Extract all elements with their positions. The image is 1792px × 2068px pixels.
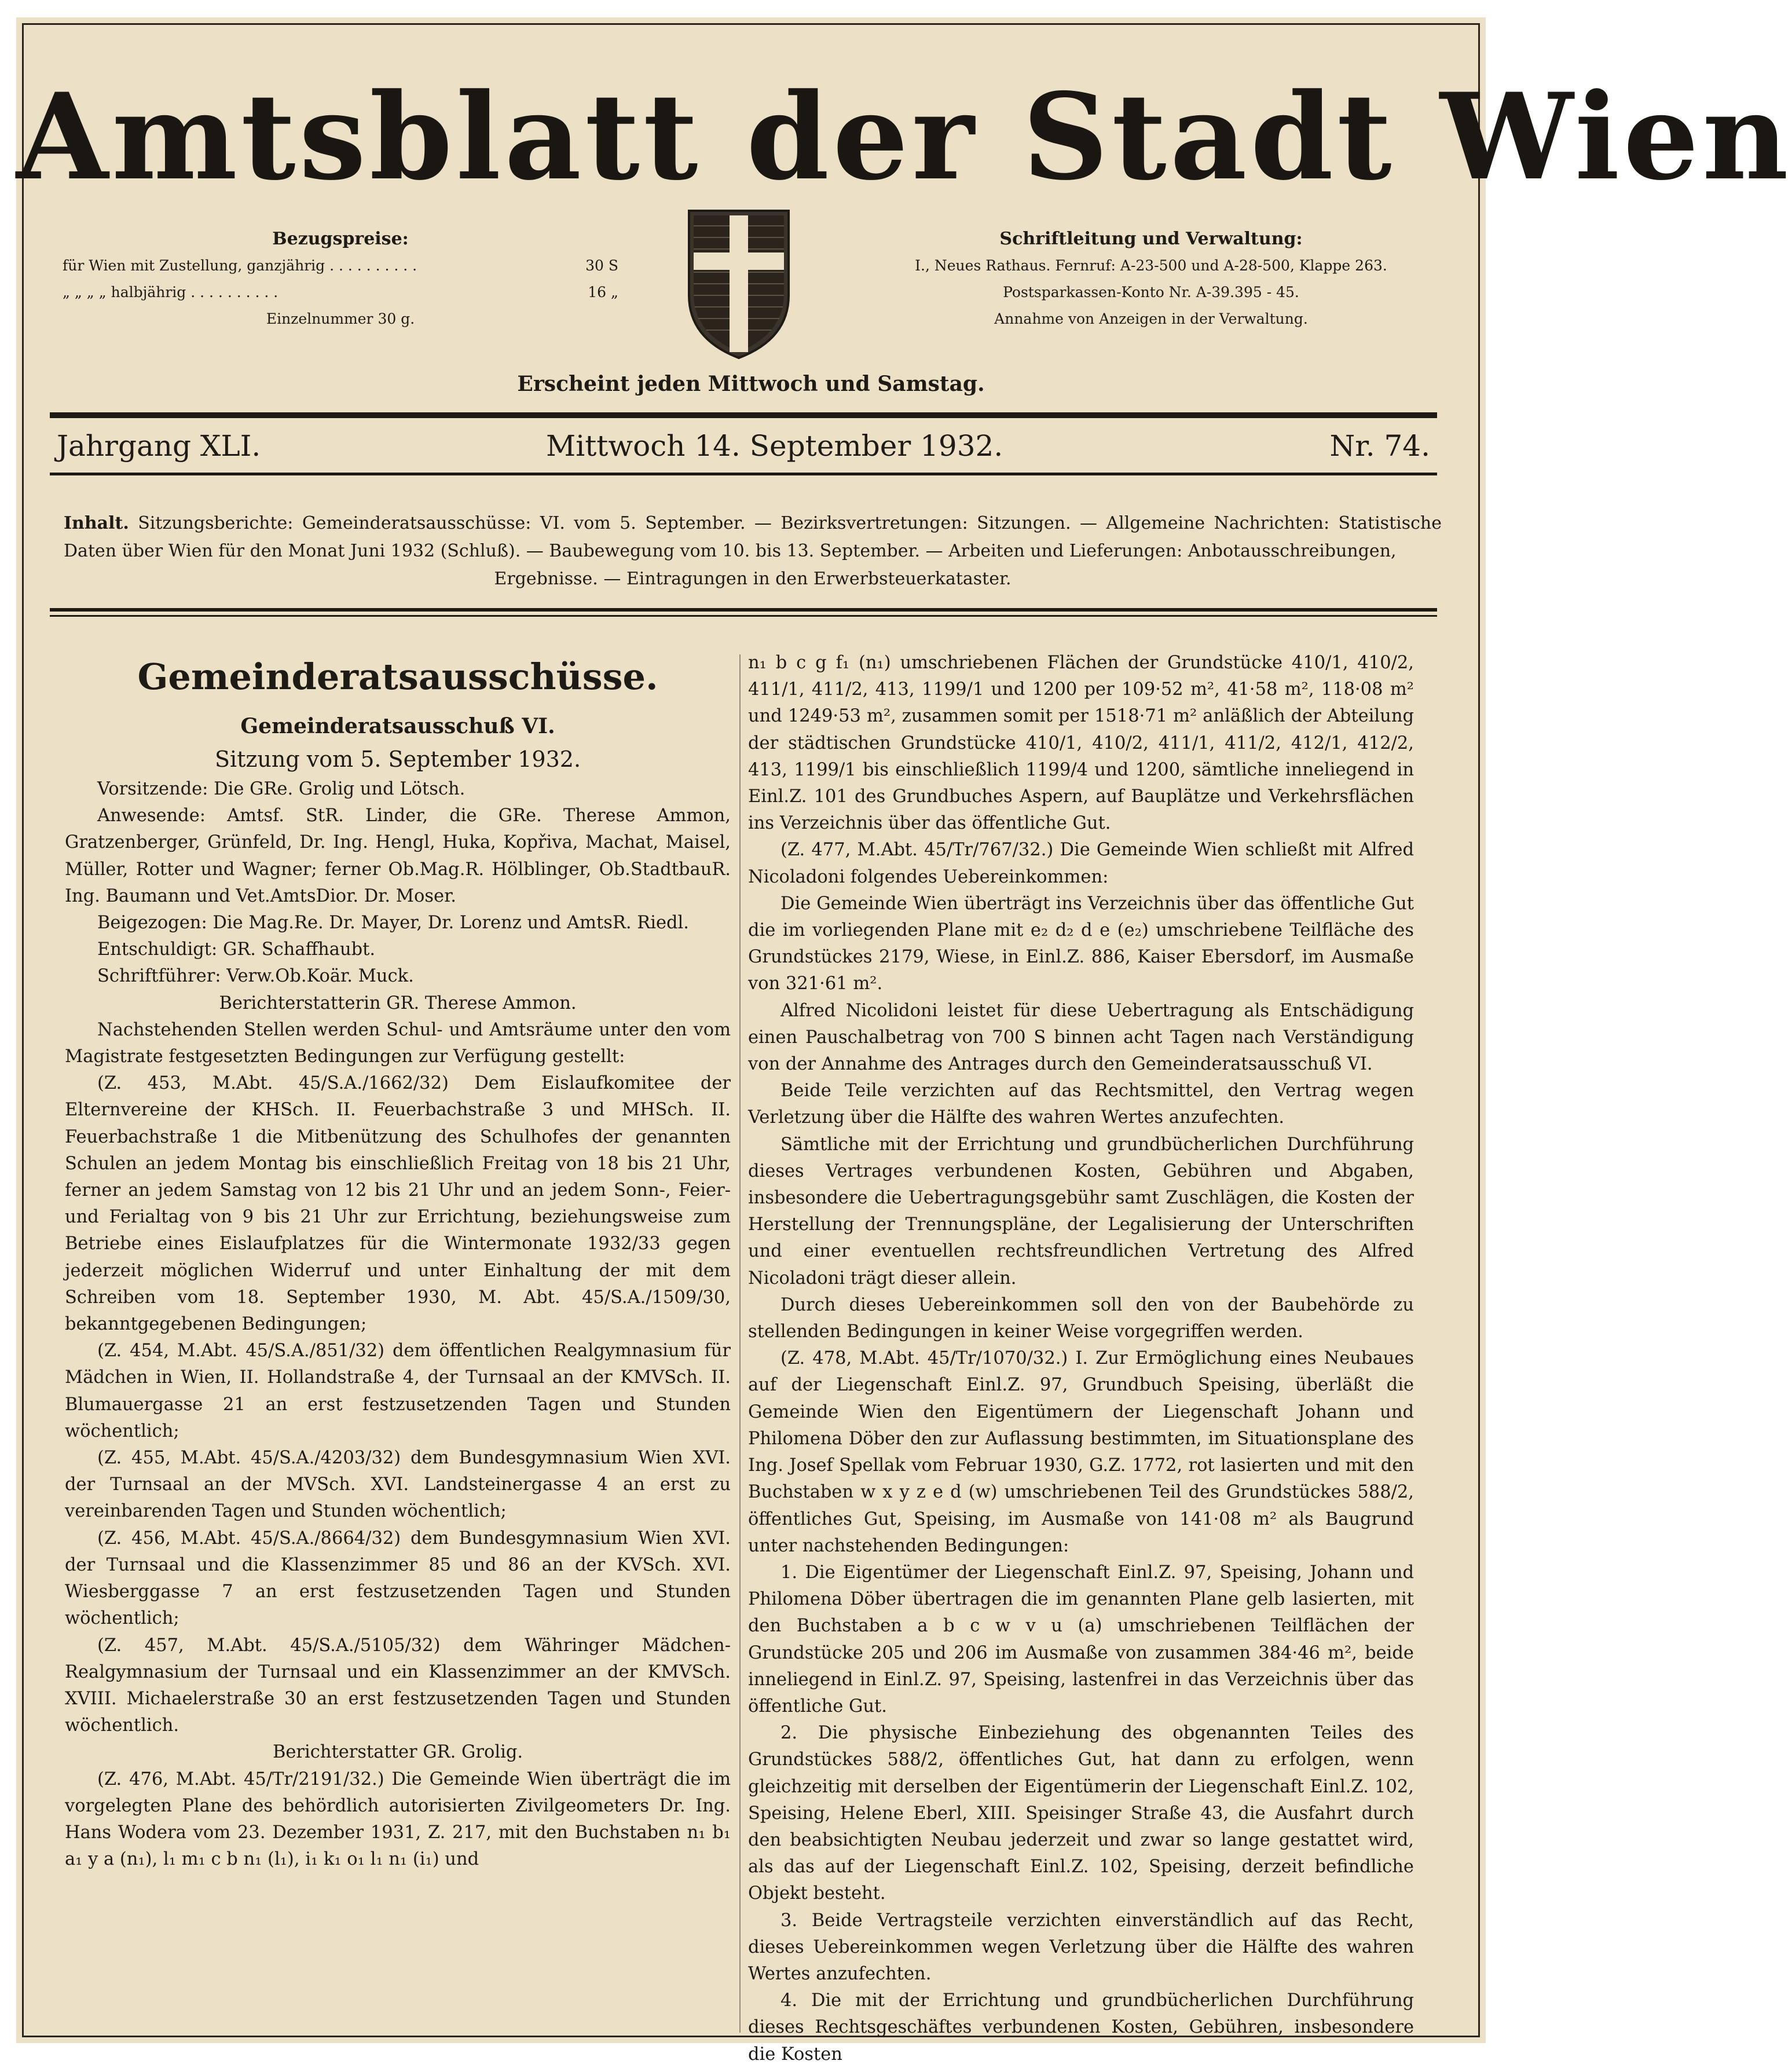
paragraph: 2. Die physische Einbeziehung des obgenannten Teiles des Grundstückes 588/2, öffentliches Gut, hat dann zu erfolgen, wenn gleichzeitig mit derselben der Eigentümerin der Liegenschaft Einl.Z. 102, Speising, Helene Eberl, XIII. Speisinger Straße 43, die Ausfahrt durch den beabsichtigten Neubau jederzeit und zwar so lange gestattet wird, als das auf der Liegenschaft Einl.Z. 102, Speising, derzeit befindliche Objekt besteht. (748, 1723, 1414, 1904)
issue-number: Nr. 74. (1329, 429, 1430, 463)
paragraph: (Z. 457, M.Abt. 45/S.A./5105/32) dem Währinger Mädchen-Realgymnasium der Turnsaal und ein Klassenzimmer an der KMVSch. XVIII. Michaelerstraße 30 an erst festzusetzenden Tagen und Stunden wöchentlich. (65, 1635, 731, 1736)
subscription-prices (63, 226, 618, 332)
issue-volume: Jahrgang XLI. (57, 429, 261, 463)
paragraph: Entschuldigt: GR. Schaffhaubt. (97, 939, 376, 960)
rapporteur-heading: Berichterstatter GR. Grolig. (272, 1742, 523, 1763)
contents-text: Sitzungsberichte: Gemeinderatsausschüsse: VI. vom 5. September. — Bezirksvertretungen: Sitzungen. — Allgemeine Nachrichten: Statistische Daten über Wien für den Monat Juni 1932 (Schluß). — Baubewegung vom 10. bis 13. September. — Arbeiten und Lieferungen: Anbotausschreibungen, (64, 513, 1442, 561)
paragraph: Anwesende: Amtsf. StR. Linder, die GRe. Therese Ammon, Gratzenberger, Grünfeld, Dr. Ing. Hengl, Huka, Kopřiva, Machat, Maisel, Müller, Rotter und Wagner; ferner Ob.Mag.R. Hölblinger, Ob.StadtbauR. Ing. Baumann und Vet.AmtsDior. Dr. Moser. (65, 806, 731, 906)
left-column (65, 650, 731, 1873)
paragraph: Vorsitzende: Die GRe. Grolig und Lötsch. (97, 779, 466, 799)
contents-label: Inhalt. (64, 513, 129, 533)
paragraph: (Z. 476, M.Abt. 45/Tr/2191/32.) Die Gemeinde Wien überträgt die im vorgelegten Plane des behördlich autorisierten Zivilgeometers Dr. Ing. Hans Wodera vom 23. Dezember 1931, Z. 217, mit den Buchstaben n₁ b₁ a₁ y a (n₁), l₁ m₁ c b n₁ (l₁), i₁ k₁ o₁ l₁ n₁ (i₁) und (65, 1769, 731, 1870)
paragraph: (Z. 455, M.Abt. 45/S.A./4203/32) dem Bundesgymnasium Wien XVI. der Turnsaal an der MVSch. XVI. Landsteinergasse 4 an erst zu vereinbarenden Tagen und Stunden wöchentlich; (65, 1448, 731, 1522)
paragraph: 3. Beide Vertragsteile verzichten einverständlich auf das Recht, dieses Uebereinkommen wegen Verletzung über die Hälfte des wahren Wertes anzufechten. (748, 1910, 1414, 1984)
editorial-line: Postsparkassen-Konto Nr. A-39.395 - 45. (1003, 284, 1299, 301)
paragraph: (Z. 453, M.Abt. 45/S.A./1662/32) Dem Eislaufkomitee der Elternvereine der KHSch. II. Feuerbachstraße 3 und MHSch. II. Feuerbachstraße 1 die Mitbenützung des Schulhofes der genannten Schulen an jedem Montag bis einschließlich Freitag von 18 bis 21 Uhr, ferner an jedem Samstag von 12 bis 21 Uhr und an jedem Sonn-, Feier- und Ferialtag von 9 bis 21 Uhr zur Errichtung, beziehungsweise zum Betriebe eines Eislaufplatzes für die Wintermonate 1932/33 gegen jederzeit möglichen Widerruf und unter Einhaltung der mit dem Schreiben vom 18. September 1930, M. Abt. 45/S.A./1509/30, bekanntgegebenen Bedingungen; (65, 1073, 731, 1335)
paragraph: Sämtliche mit der Errichtung und grundbücherlichen Durchführung dieses Vertrages verbundenen Kosten, Gebühren und Abgaben, insbesondere die Uebertragungsgebühr samt Zuschlägen, die Kosten der Herstellung der Trennungspläne, der Legalisierung der Unterschriften und einer eventuellen rechtsfreundlichen Vertretung des Alfred Nicoladoni trägt dieser allein. (748, 1134, 1414, 1289)
paragraph: Durch dieses Uebereinkommen soll den von der Baubehörde zu stellenden Bedingungen in keiner Weise vorgegriffen werden. (748, 1294, 1414, 1342)
paragraph: n₁ b c g f₁ (n₁) umschriebenen Flächen der Grundstücke 410/1, 410/2, 411/1, 411/2, 413, 1199/1 und 1200 per 109·52 m², 41·58 m², 118·08 m² und 1249·53 m², zusammen somit per 1518·71 m² anläßlich der Abteilung der städtischen Grundstücke 410/1, 410/2, 411/1, 411/2, 412/1, 412/2, 413, 1199/1 bis einschließlich 1199/4 und 1200, sämtliche inneliegend in Einl.Z. 101 des Grundbuches Aspern, auf Bauplätze und Verkehrsflächen ins Verzeichnis über das öffentliche Gut. (748, 653, 1414, 834)
right-column (748, 650, 1414, 2068)
header-rule-bottom (50, 473, 1437, 475)
committee-heading: Gemeinderatsausschuß VI. (240, 714, 555, 738)
newspaper-page (16, 17, 1792, 2065)
paragraph: Schriftführer: Verw.Ob.Koär. Muck. (97, 966, 414, 987)
paragraph: Beide Teile verzichten auf das Rechtsmittel, den Vertrag wegen Verletzung über die Hälfte des wahren Wertes anzufechten. (748, 1081, 1414, 1128)
paragraph: Alfred Nicolidoni leistet für diese Uebertragung als Entschädigung einen Pauschalbetrag von 700 S binnen acht Tagen nach Verständigung von der Annahme des Antrages durch den Gemeinderatsausschuß VI. (748, 1000, 1414, 1075)
editorial-office (873, 226, 1429, 332)
paragraph: (Z. 477, M.Abt. 45/Tr/767/32.) Die Gemeinde Wien schließt mit Alfred Nicoladoni folgendes Uebereinkommen: (748, 840, 1414, 887)
price-amount: 16 „ (588, 284, 618, 301)
paragraph: Beigezogen: Die Mag.Re. Dr. Mayer, Dr. Lorenz und AmtsR. Riedl. (97, 913, 689, 934)
paragraph: 4. Die mit der Errichtung und grundbücherlichen Durchführung dieses Rechtsgeschäftes verbundenen Kosten, Gebühren, insbesondere die Kosten (748, 1990, 1414, 2065)
table-of-contents (64, 510, 1442, 593)
price-row-halfyearly (63, 279, 618, 306)
paragraph: (Z. 456, M.Abt. 45/S.A./8664/32) dem Bundesgymnasium Wien XVI. der Turnsaal und die Klassenzimmer 85 und 86 an der KVSch. XVI. Wiesberggasse 7 an erst festzusetzenden Tagen und Stunden wöchentlich; (65, 1528, 731, 1629)
issue-line (57, 423, 1430, 469)
rapporteur-heading: Berichterstatterin GR. Therese Ammon. (219, 993, 577, 1013)
publication-schedule: Erscheint jeden Mittwoch und Samstag. (517, 372, 985, 396)
editorial-line: Annahme von Anzeigen in der Verwaltung. (994, 310, 1308, 327)
price-desc: „ „ „ „ halbjährig . . . . . . . . . . (63, 284, 278, 301)
price-desc: für Wien mit Zustellung, ganzjährig . . . . . . . . . . (63, 257, 417, 274)
header-rule-top (50, 412, 1437, 418)
section-heading: Gemeinderatsausschüsse. (137, 656, 658, 698)
paragraph: Die Gemeinde Wien überträgt ins Verzeichnis über das öffentliche Gut die im vorliegenden Plane mit e₂ d₂ d e (e₂) umschriebene Teilfläche des Grundstückes 2179, Wiese, in Einl.Z. 886, Kaiser Ebersdorf, im Ausmaße von 321·61 m². (748, 893, 1414, 994)
contents-rule-top (50, 608, 1437, 612)
subscription-title: Bezugspreise: (272, 229, 409, 249)
session-heading: Sitzung vom 5. September 1932. (214, 746, 581, 772)
price-row-yearly (63, 252, 618, 279)
editorial-title: Schriftleitung und Verwaltung: (999, 229, 1303, 249)
masthead-title: Amtsblatt der Stadt Wien (16, 68, 1792, 207)
column-divider (739, 654, 741, 2033)
single-copy-price: Einzelnummer 30 g. (266, 310, 415, 327)
paragraph: (Z. 478, M.Abt. 45/Tr/1070/32.) I. Zur Ermöglichung eines Neubaues auf der Liegenschaft Einl.Z. 97, Grundbuch Speising, überläßt die Gemeinde Wien den Eigentümern der Liegenschaft Johann und Philomena Döber den zur Auflassung bestimmten, im Situationsplane des Ing. Josef Spellak vom Februar 1930, G.Z. 1772, rot lasierten und mit den Buchstaben w x y z e d (w) umschriebenen Teil des Grundstückes 588/2, öffentliches Gut, Speising, im Ausmaße von 141·08 m² als Baugrund unter nachstehenden Bedingungen: (748, 1348, 1414, 1556)
paragraph: (Z. 454, M.Abt. 45/S.A./851/32) dem öffentlichen Realgymnasium für Mädchen in Wien, II. Hollandstraße 4, der Turnsaal an der KMVSch. II. Blumauergasse 21 an erst festzusetzenden Tagen und Stunden wöchentlich; (65, 1341, 731, 1441)
price-amount: 30 S (585, 257, 618, 274)
vienna-coat-of-arms-icon (687, 208, 791, 360)
paragraph: 1. Die Eigentümer der Liegenschaft Einl.Z. 97, Speising, Johann und Philomena Döber übertragen die im genannten Plane gelb lasierten, mit den Buchstaben a b c w v u (a) umschriebenen Teilflächen der Grundstücke 205 und 206 im Ausmaße von zusammen 384·46 m², beide inneliegend in Einl.Z. 97, Speising, lastenfrei in das Verzeichnis über das öffentliche Gut. (748, 1562, 1414, 1716)
issue-date: Mittwoch 14. September 1932. (546, 429, 1003, 463)
paragraph: Nachstehenden Stellen werden Schul- und Amtsräume unter den vom Magistrate festgesetzten Bedingungen zur Verfügung gestellt: (65, 1019, 731, 1067)
editorial-line: I., Neues Rathaus. Fernruf: A-23-500 und A-28-500, Klappe 263. (915, 257, 1387, 274)
contents-text-last: Ergebnisse. — Eintragungen in den Erwerbsteuerkataster. (494, 569, 1012, 589)
contents-rule-bottom (50, 615, 1437, 617)
